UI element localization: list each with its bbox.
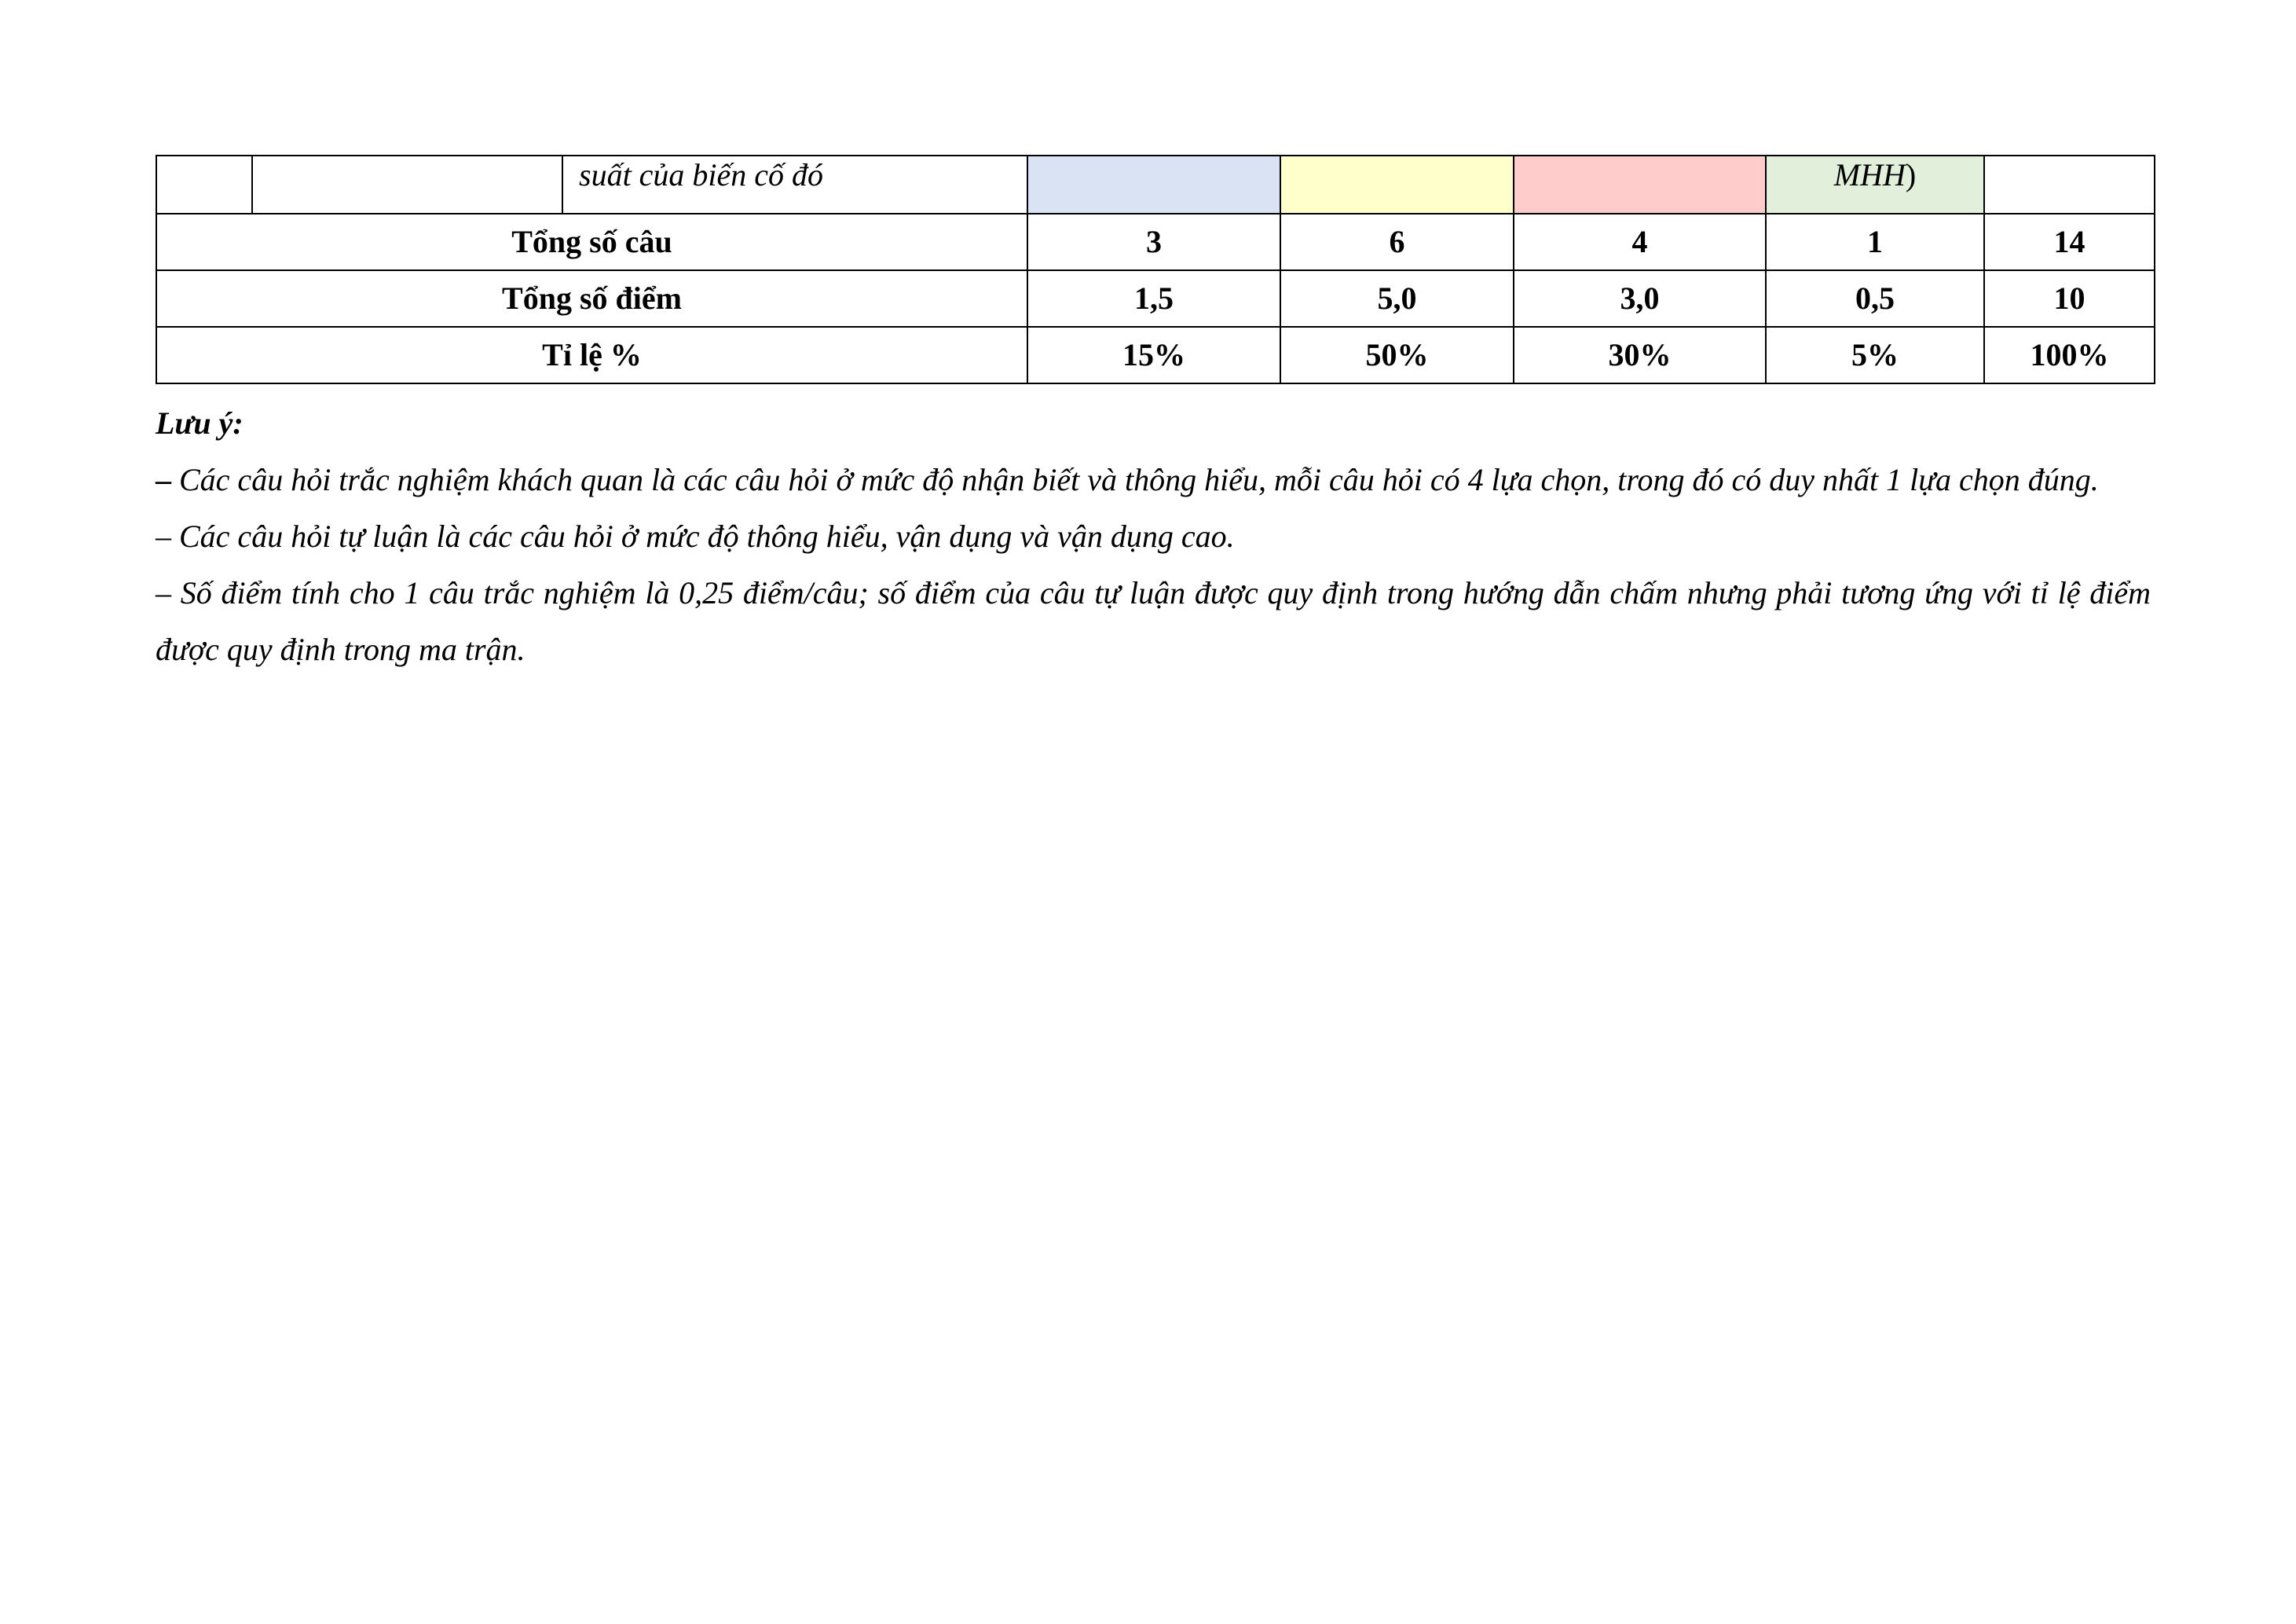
value-cell: 30% xyxy=(1514,327,1766,383)
row-label: Tổng số điểm xyxy=(156,270,1027,327)
value-cell-total: 100% xyxy=(1984,327,2155,383)
value-cell: 15% xyxy=(1027,327,1280,383)
value-cell-total: 10 xyxy=(1984,270,2155,327)
note-text: Các câu hỏi trắc nghiệm khách quan là các câu hỏi ở mức độ nhận biết và thông hiểu, mỗi câu hỏi có 4 lựa chọn, trong đó có duy nhất 1 lựa chọn đúng. xyxy=(171,462,2099,497)
table-row-continuation xyxy=(156,156,2155,214)
value-cell: 3,0 xyxy=(1514,270,1766,327)
value-cell: 5,0 xyxy=(1280,270,1514,327)
value-cell: 50% xyxy=(1280,327,1514,383)
value-cell: 1 xyxy=(1766,214,1984,270)
note-text: Số điểm tính cho 1 câu trắc nghiệm là 0,25 điểm/câu; số điểm của câu tự luận được quy định trong hướng dẫn chấm nhưng phải tương ứng với tỉ lệ điểm được quy định trong ma trận. xyxy=(156,575,2151,667)
table-cell-empty xyxy=(156,156,252,214)
value-cell: 6 xyxy=(1280,214,1514,270)
row-label: Tỉ lệ % xyxy=(156,327,1027,383)
table-row-total-points xyxy=(156,270,2155,327)
topic-cell: suất của biến cố đó xyxy=(562,156,1027,214)
note-item xyxy=(156,452,2151,508)
table-cell-empty xyxy=(1984,156,2155,214)
assessment-matrix-table xyxy=(156,155,2155,384)
table-row-percentage xyxy=(156,327,2155,383)
value-cell: 3 xyxy=(1027,214,1280,270)
notes-section xyxy=(156,395,2151,678)
cell-level-understand-fill xyxy=(1280,156,1514,214)
value-cell-total: 14 xyxy=(1984,214,2155,270)
value-cell: 1,5 xyxy=(1027,270,1280,327)
table-row-total-questions xyxy=(156,214,2155,270)
document-page xyxy=(156,155,2154,678)
mhh-text: MHH xyxy=(1833,157,1906,192)
cell-level-apply-fill xyxy=(1514,156,1766,214)
notes-title: Lưu ý: xyxy=(156,405,244,441)
value-cell: 0,5 xyxy=(1766,270,1984,327)
note-dash: – xyxy=(156,575,171,610)
note-dash: – xyxy=(156,462,171,497)
cell-level-advanced-fill xyxy=(1766,156,1984,214)
note-text: Các câu hỏi tự luận là các câu hỏi ở mức độ thông hiểu, vận dụng và vận dụng cao. xyxy=(171,519,1235,554)
note-item xyxy=(156,508,2151,565)
table-cell-empty xyxy=(252,156,562,214)
note-item xyxy=(156,565,2151,678)
value-cell: 5% xyxy=(1766,327,1984,383)
value-cell: 4 xyxy=(1514,214,1766,270)
row-label: Tổng số câu xyxy=(156,214,1027,270)
cell-level-recognize-fill xyxy=(1027,156,1280,214)
note-dash: – xyxy=(156,519,171,554)
mhh-paren: ) xyxy=(1905,157,1917,192)
